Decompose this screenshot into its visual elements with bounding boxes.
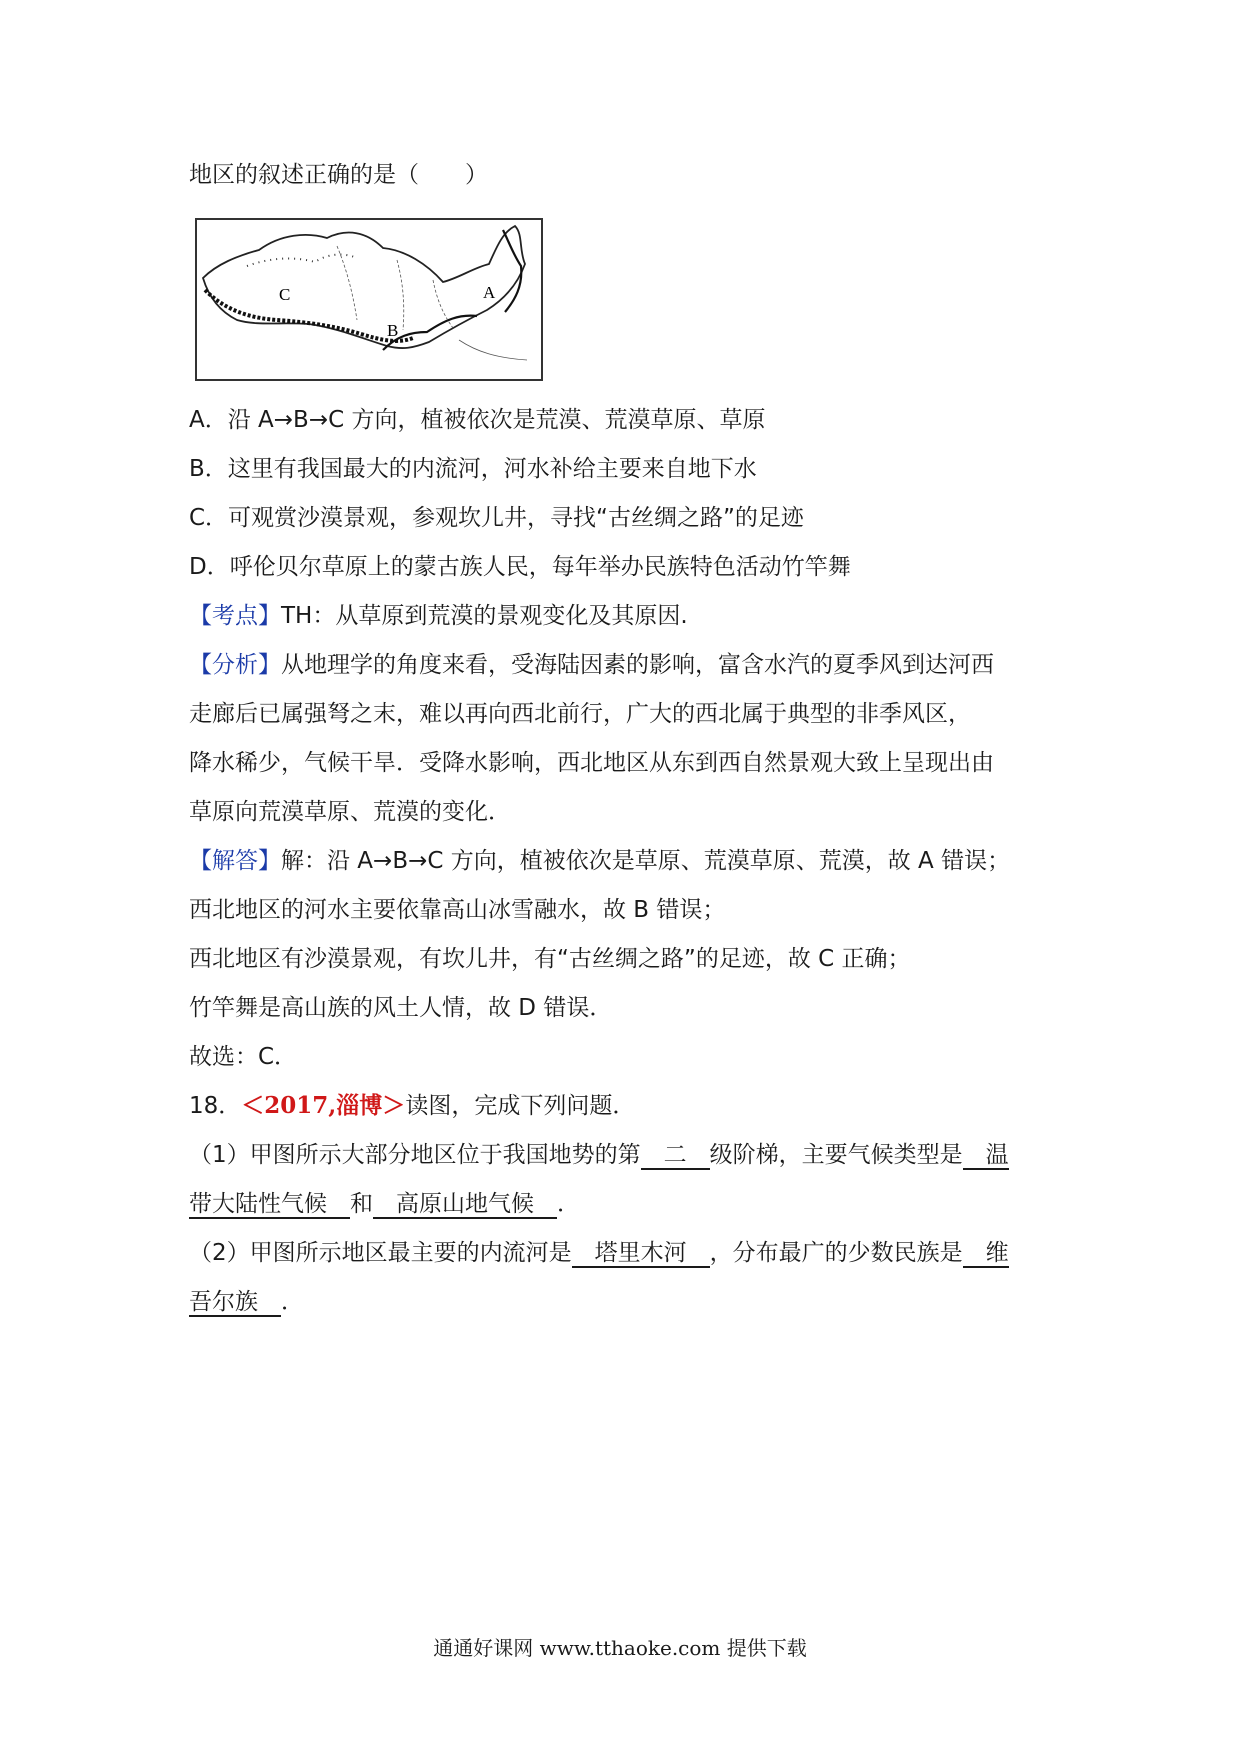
q18-part1-line1 — [189, 1140, 1009, 1170]
map-drawing — [197, 220, 541, 379]
option-c: C．可观赏沙漠景观，参观坎儿井，寻找“古丝绸之路”的足迹 — [189, 505, 804, 531]
map-label-c: C — [279, 285, 291, 304]
kaodian-text: TH：从草原到荒漠的景观变化及其原因. — [281, 603, 688, 629]
q18-p1-text-c: 和 — [350, 1191, 373, 1217]
map-label-a: A — [483, 283, 496, 302]
q18-p2-blank2b: 吾尔族 — [189, 1289, 281, 1315]
jieda-line-2: 西北地区的河水主要依靠高山冰雪融水，故 B 错误； — [189, 897, 726, 923]
map-label-b: B — [387, 321, 399, 340]
jieda-text: 解：沿 A→B→C 方向，植被依次是草原、荒漠草原、荒漠，故 A 错误； — [281, 848, 1011, 874]
province-border-2 — [433, 280, 453, 328]
option-b: B．这里有我国最大的内流河，河水补给主要来自地下水 — [189, 456, 757, 482]
jieda-answer: 故选：C． — [189, 1044, 298, 1070]
q18-p2-blank1: 塔里木河 — [571, 1240, 710, 1266]
jieda-line-3: 西北地区有沙漠景观，有坎儿井，有“古丝绸之路”的足迹，故 C 正确； — [189, 946, 911, 972]
fenxi-line-2: 走廊后已属强弩之末，难以再向西北前行，广大的西北属于典型的非季风区， — [189, 701, 971, 727]
q18-p2-blank2a: 维 — [962, 1240, 1009, 1266]
jieda-tag: 【解答】 — [189, 848, 281, 874]
q18-p1-text-b: 级阶梯，主要气候类型是 — [709, 1142, 963, 1168]
q18-part2-line2 — [189, 1287, 304, 1317]
q18-p2-text-a: （2）甲图所示地区最主要的内流河是 — [189, 1240, 572, 1266]
q18-p1-blank2b: 带大陆性气候 — [189, 1191, 350, 1217]
east-river — [503, 230, 521, 312]
q18-p2-text-c: ． — [281, 1289, 304, 1315]
fenxi-line-4: 草原向荒漠草原、荒漠的变化． — [189, 799, 511, 825]
mountain-belt — [205, 290, 413, 341]
northwest-china-map — [195, 218, 543, 381]
q18-source: ＜2017,淄博＞ — [241, 1092, 406, 1119]
outer-coast — [459, 340, 527, 360]
q18-prompt: 读图，完成下列问题． — [405, 1093, 636, 1119]
fenxi-line-3: 降水稀少，气候干旱．受降水影响，西北地区从东到西自然景观大致上呈现出由 — [189, 750, 994, 776]
fenxi-text: 从地理学的角度来看，受海陆因素的影响，富含水汽的夏季风到达河西 — [281, 652, 994, 678]
region-outline — [203, 226, 525, 348]
q18-part1-line2 — [189, 1189, 580, 1219]
q18-p1-blank3: 高原山地气候 — [373, 1191, 557, 1217]
q18-number: 18． — [189, 1093, 242, 1119]
q18-header — [189, 1091, 635, 1121]
fenxi-tag: 【分析】 — [189, 652, 281, 678]
kaodian-line — [189, 601, 688, 631]
q18-p2-text-b: ，分布最广的少数民族是 — [709, 1240, 963, 1266]
q18-part2-line1 — [189, 1238, 1009, 1268]
jieda-line-1 — [189, 846, 1010, 876]
q18-p1-text-a: （1）甲图所示大部分地区位于我国地势的第 — [189, 1142, 641, 1168]
q18-p1-blank1: 二 — [640, 1142, 710, 1168]
question-stem-end: 地区的叙述正确的是（ ） — [189, 162, 488, 188]
desert-dots — [247, 255, 357, 266]
fenxi-line-1 — [189, 650, 994, 680]
option-d: D．呼伦贝尔草原上的蒙古族人民，每年举办民族特色活动竹竿舞 — [189, 554, 851, 580]
province-border-3 — [397, 260, 404, 330]
kaodian-tag: 【考点】 — [189, 603, 281, 629]
q18-p1-text-d: ． — [557, 1191, 580, 1217]
option-a: A．沿 A→B→C 方向，植被依次是荒漠、荒漠草原、草原 — [189, 407, 766, 433]
q18-p1-blank2a: 温 — [962, 1142, 1009, 1168]
jieda-line-4: 竹竿舞是高山族的风土人情，故 D 错误． — [189, 995, 613, 1021]
page-footer: 通通好课网 www.tthaoke.com 提供下载 — [433, 1636, 807, 1660]
province-border-1 — [337, 246, 357, 320]
